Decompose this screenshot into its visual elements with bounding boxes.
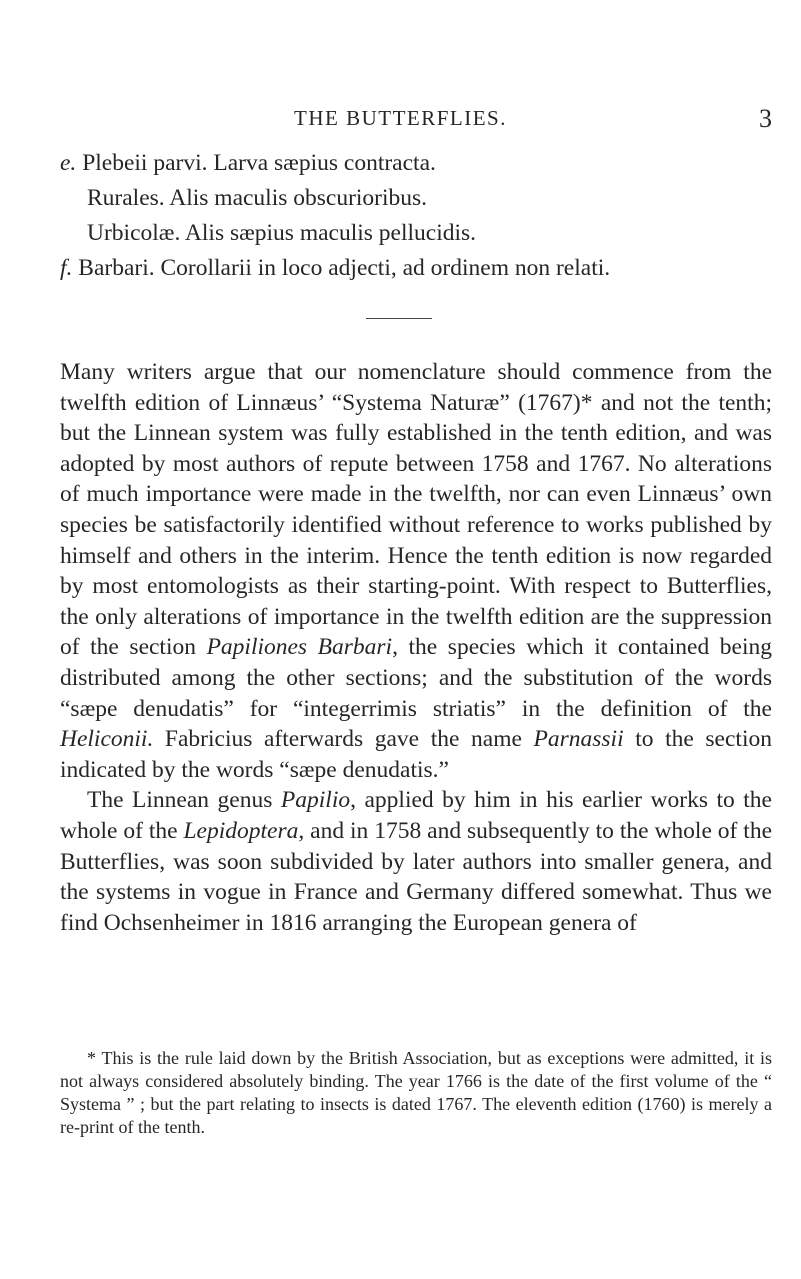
italic-term: Parnassii <box>533 726 624 753</box>
running-header <box>60 104 772 138</box>
paragraph-genus-papilio <box>60 785 772 938</box>
list-item-rurales <box>60 181 772 216</box>
italic-term: Lepidoptera <box>183 817 299 844</box>
footnote: * This is the rule laid down by the British Association, but as exceptions were admitted, it is not always considered absolutely binding. The year 1766 is the date of the first volume of the “ Systema ” ; but the part relating to insects is dated 1767. The eleventh edition (1760) is merely a re-print of the tenth. <box>60 1048 772 1137</box>
running-title: THE BUTTERFLIES. <box>294 106 507 130</box>
text-run: Fabricius afterwards gave the name <box>153 726 534 753</box>
section-divider <box>366 318 432 319</box>
text-run: , and in 1758 and subsequently to the whole of the Butterflies, was soon subdivided by later authors into smaller genera, and the systems in vogue in France and Germany differed somewhat. Thus we find Ochsenheimer in 1816 arranging the European genera of <box>60 817 772 936</box>
paragraph-nomenclature <box>60 357 772 785</box>
list-text: Plebeii parvi. Larva sæpius contracta. <box>82 150 436 176</box>
italic-term: Papiliones Barbari <box>206 634 393 661</box>
page-number: 3 <box>759 104 772 133</box>
list-letter-e: e. <box>60 150 77 176</box>
text-run: to the section indicated by the words “sæpe denudatis.” <box>60 726 772 783</box>
list-text: Rurales. Alis maculis obscurioribus. <box>87 185 428 211</box>
text-run: Many writers argue that our nomenclature should commence from the twelfth edition of Linnæus’ “Systema Naturæ” (1767)* and not the tenth; but the Linnean system was fully established in the tenth edition, and was adopted by most authors of repute between 1758 and 1767. No alterations of much importance were made in the twelfth, nor can even Linnæus’ own species be satisfactorily identified without reference to works published by himself and others in the interim. Hence the tenth edition is now regarded by most entomologists as their starting-point. With respect to Butterflies, the only alterations of importance in the twelfth edition are the suppression of the section <box>60 359 772 661</box>
footnotes <box>60 1047 772 1139</box>
italic-term: Heliconii. <box>60 726 154 753</box>
list-letter-f: f. <box>60 255 73 281</box>
list-text: Barbari. Corollarii in loco adjecti, ad ordinem non relati. <box>78 255 611 281</box>
list-item-f <box>60 251 772 286</box>
classification-list <box>60 146 772 286</box>
text-run: The Linnean genus <box>87 787 281 814</box>
list-text: Urbicolæ. Alis sæpius maculis pellucidis. <box>87 220 477 246</box>
list-item-e <box>60 146 772 181</box>
body-text <box>60 357 772 938</box>
italic-term: Papilio <box>280 787 351 814</box>
text-run: , the species which it contained being distributed among the other sections; and the substitution of the words “sæpe denudatis” for “integerrimis striatis” in the definition of the <box>60 634 772 722</box>
text-run: , applied by him in his earlier works to the whole of the <box>60 787 772 844</box>
list-item-urbicolae <box>60 216 772 251</box>
